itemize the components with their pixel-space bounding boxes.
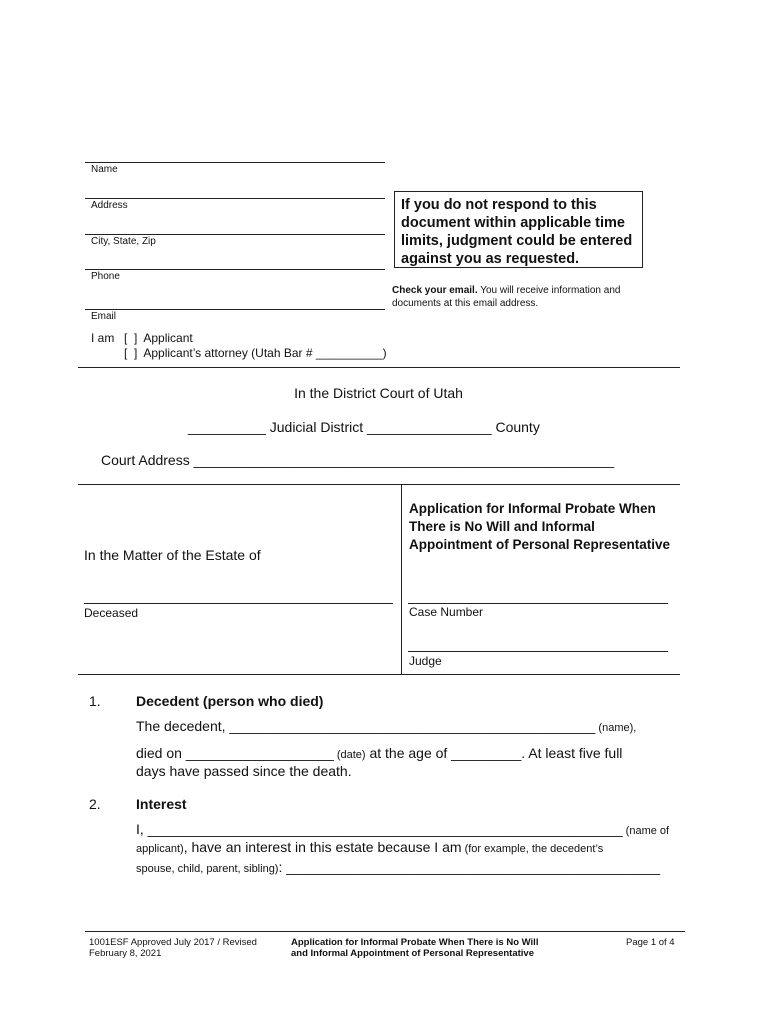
section-2-number: 2. xyxy=(89,796,101,812)
judge-label: Judge xyxy=(409,654,442,668)
interest-text: , have an interest in this estate because I am xyxy=(183,839,462,855)
city-line[interactable] xyxy=(85,234,385,235)
age-text: at the age of _________. At least five full xyxy=(365,745,623,761)
caption-top-line xyxy=(78,484,680,485)
applicant-hint: applicant) xyxy=(136,843,184,855)
check-email-note xyxy=(392,284,662,310)
check-email-text: You will receive information and documents at this email address. xyxy=(392,285,621,309)
footer-form-id xyxy=(89,937,257,959)
footer-divider xyxy=(85,931,685,932)
footer-form-line-1: 1001ESF Approved July 2017 / Revised xyxy=(89,937,257,948)
deceased-line[interactable] xyxy=(84,603,393,604)
estate-matter-label: In the Matter of the Estate of xyxy=(84,547,261,563)
section-2-heading-text: Interest xyxy=(136,796,187,812)
judicial-district-line[interactable]: __________ Judicial District ________________ County xyxy=(188,419,540,435)
footer-title xyxy=(291,937,538,959)
footer-form-line-2: February 8, 2021 xyxy=(89,948,162,959)
section-1-heading-text: Decedent (person who died) xyxy=(136,693,324,709)
relationship-blank: : ________________________________________________ xyxy=(278,859,660,875)
name-line[interactable] xyxy=(85,162,385,163)
phone-line[interactable] xyxy=(85,269,385,270)
header-divider xyxy=(78,367,680,368)
name-hint: (name), xyxy=(595,722,637,734)
date-hint: (date) xyxy=(333,749,366,761)
section-2-heading xyxy=(136,795,187,813)
case-number-line[interactable] xyxy=(408,603,668,604)
decedent-name-line[interactable] xyxy=(136,717,636,737)
phone-label: Phone xyxy=(91,271,120,282)
iam-label: I am xyxy=(91,331,115,345)
attorney-checkbox[interactable]: [ ] Applicant’s attorney (Utah Bar # __________) xyxy=(124,346,387,360)
caption-bottom-line xyxy=(78,674,680,675)
court-address-line[interactable]: Court Address ______________________________________________________ xyxy=(101,452,615,468)
section-1-number: 1. xyxy=(89,693,101,709)
response-notice-box xyxy=(394,191,643,268)
section-1-heading xyxy=(136,692,323,710)
applicant-name-line[interactable] xyxy=(136,820,669,840)
notice-text: If you do not respond to this document within applicable time limits, judgment could be entered against you as requested. xyxy=(401,197,633,267)
interest-line xyxy=(136,838,603,858)
died-on-text: died on ___________________ xyxy=(136,745,334,761)
address-label: Address xyxy=(91,200,128,211)
email-line[interactable] xyxy=(85,309,385,310)
relationship-hint: spouse, child, parent, sibling) xyxy=(136,863,279,875)
decedent-name-text: The decedent, _______________________________________________ xyxy=(136,718,596,734)
relationship-line[interactable] xyxy=(136,858,660,878)
city-label: City, State, Zip xyxy=(91,236,156,247)
check-email-bold: Check your email. xyxy=(392,285,478,296)
applicant-checkbox[interactable]: [ ] Applicant xyxy=(124,331,193,345)
name-label: Name xyxy=(91,164,118,175)
case-number-label: Case Number xyxy=(409,605,484,619)
footer-title-line-1: Application for Informal Probate When There is No Will xyxy=(291,937,539,948)
death-date-line[interactable] xyxy=(136,744,622,764)
caption-divider xyxy=(401,484,402,674)
footer-title-line-2: and Informal Appointment of Personal Representative xyxy=(291,948,534,959)
applicant-name-text: I, _____________________________________________________________ xyxy=(136,821,623,837)
address-line[interactable] xyxy=(85,198,385,199)
days-passed-text: days have passed since the death. xyxy=(136,763,352,779)
deceased-label: Deceased xyxy=(84,606,139,620)
court-title: In the District Court of Utah xyxy=(294,385,463,401)
example-hint: (for example, the decedent’s xyxy=(461,843,604,855)
email-label: Email xyxy=(91,311,117,322)
document-title: Application for Informal Probate When There is No Will and Informal Appointment of Personal Representative xyxy=(409,501,671,552)
name-of-hint: (name of xyxy=(622,825,670,837)
page-number: Page 1 of 4 xyxy=(626,937,675,948)
judge-line[interactable] xyxy=(408,651,668,652)
